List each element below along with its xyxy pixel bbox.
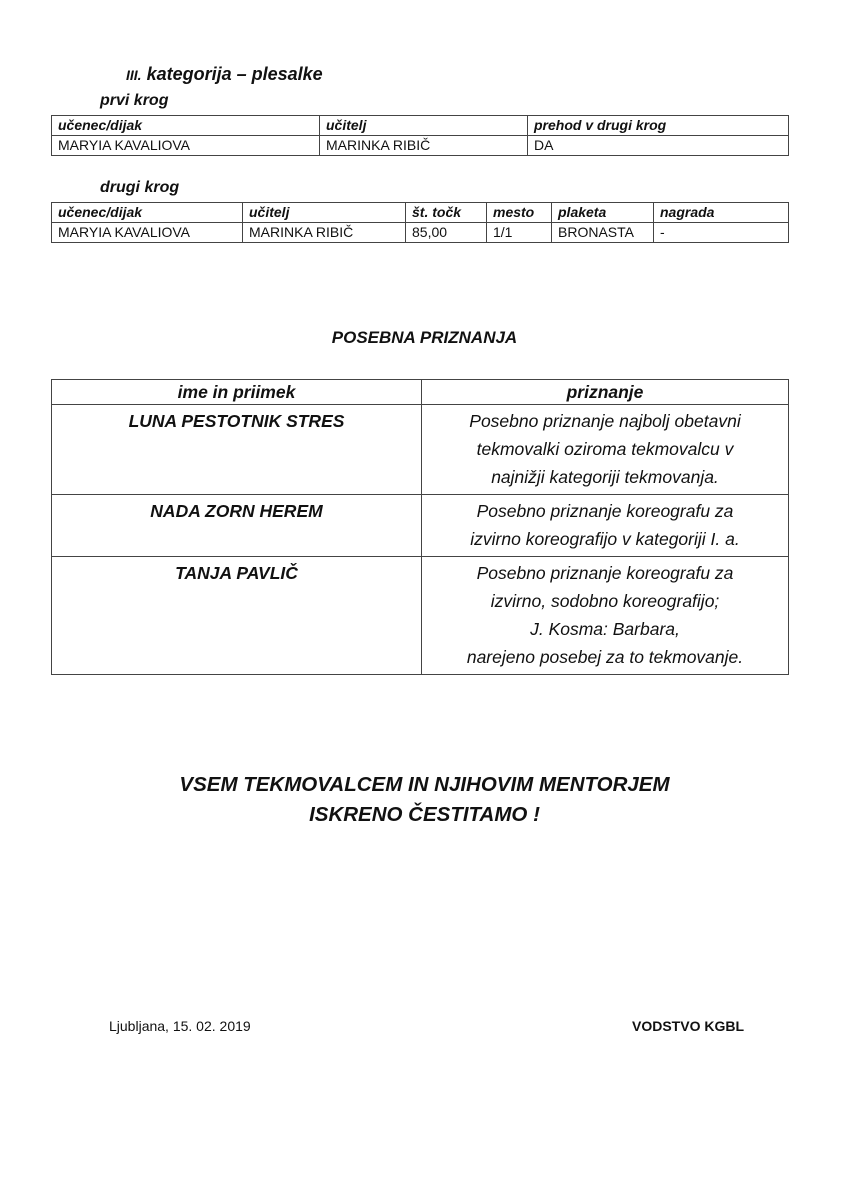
cell-points: 85,00 (406, 223, 487, 243)
header-student: učenec/dijak (52, 203, 243, 223)
category-roman: III. (126, 67, 142, 83)
category-title (126, 64, 323, 85)
header-plaque: plaketa (552, 203, 654, 223)
first-round-label: prvi krog (100, 92, 169, 109)
congratulations-line-2: ISKRENO ČESTITAMO ! (309, 803, 540, 826)
signature: VODSTVO KGBL (632, 1018, 745, 1034)
cell-prize: - (654, 223, 789, 243)
header-place: mesto (487, 203, 552, 223)
table-header-row (52, 116, 789, 136)
place-date: Ljubljana, 15. 02. 2019 (109, 1018, 251, 1034)
cell-name: LUNA PESTOTNIK STRES (52, 405, 422, 495)
congratulations-message (0, 770, 849, 830)
second-round-label: drugi krog (100, 179, 180, 196)
table-row (52, 405, 789, 495)
cell-award: Posebno priznanje koreografu za izvirno koreografijo v kategoriji I. a. (422, 495, 789, 557)
table-row (52, 223, 789, 243)
cell-student: MARYIA KAVALIOVA (52, 223, 243, 243)
special-awards-title: POSEBNA PRIZNANJA (331, 328, 518, 347)
header-award: priznanje (422, 380, 789, 405)
table-header-row (52, 203, 789, 223)
header-student: učenec/dijak (52, 116, 320, 136)
category-name: kategorija – plesalke (146, 64, 323, 84)
first-round-table (51, 115, 789, 156)
cell-student: MARYIA KAVALIOVA (52, 136, 320, 156)
table-row (52, 557, 789, 675)
congratulations-line-1: VSEM TEKMOVALCEM IN NJIHOVIM MENTORJEM (179, 773, 670, 796)
header-teacher: učitelj (320, 116, 528, 136)
cell-place: 1/1 (487, 223, 552, 243)
cell-teacher: MARINKA RIBIČ (320, 136, 528, 156)
header-teacher: učitelj (243, 203, 406, 223)
cell-award: Posebno priznanje koreografu za izvirno, sodobno koreografijo; J. Kosma: Barbara, narejeno posebej za to tekmovanje. (422, 557, 789, 675)
cell-name: TANJA PAVLIČ (52, 557, 422, 675)
header-points: št. točk (406, 203, 487, 223)
second-round-table (51, 202, 789, 243)
header-prize: nagrada (654, 203, 789, 223)
header-advance: prehod v drugi krog (528, 116, 789, 136)
cell-plaque: BRONASTA (552, 223, 654, 243)
table-row (52, 136, 789, 156)
header-name: ime in priimek (52, 380, 422, 405)
table-header-row (52, 380, 789, 405)
cell-advance: DA (528, 136, 789, 156)
table-row (52, 495, 789, 557)
cell-award: Posebno priznanje najbolj obetavni tekmovalki oziroma tekmovalcu v najnižji kategoriji tekmovanja. (422, 405, 789, 495)
cell-teacher: MARINKA RIBIČ (243, 223, 406, 243)
cell-name: NADA ZORN HEREM (52, 495, 422, 557)
special-awards-table (51, 379, 789, 675)
